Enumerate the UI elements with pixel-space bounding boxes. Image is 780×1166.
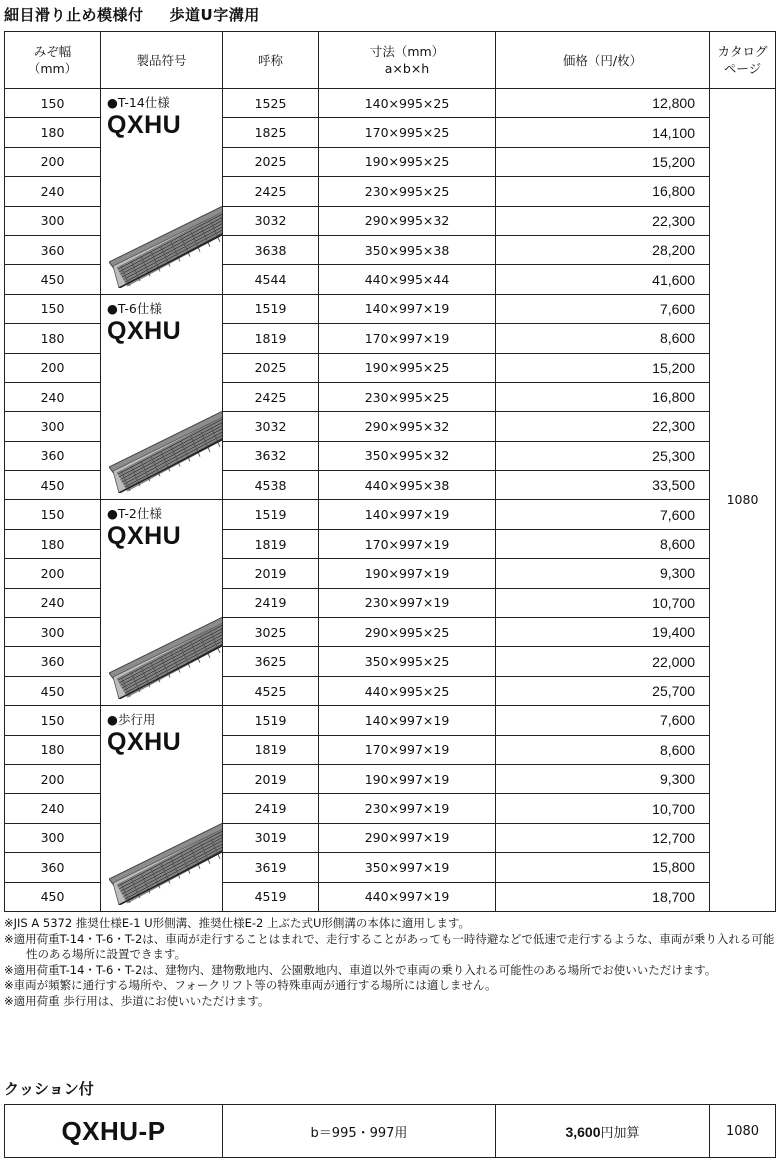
grating-image <box>109 611 223 699</box>
price-cell: 28,200 <box>496 235 710 264</box>
call-cell: 3619 <box>223 853 319 882</box>
cushion-price: 3,600 <box>565 1123 601 1140</box>
header-width-l1: みぞ幅 <box>33 44 72 59</box>
call-cell: 1819 <box>223 735 319 764</box>
call-cell: 1519 <box>223 706 319 735</box>
dims-cell: 230×995×25 <box>319 177 496 206</box>
call-cell: 2025 <box>223 353 319 382</box>
dims-cell: 350×997×19 <box>319 853 496 882</box>
width-cell: 240 <box>5 588 101 617</box>
width-cell: 360 <box>5 235 101 264</box>
spec-label: ●歩行用 <box>107 712 156 728</box>
dims-cell: 230×995×25 <box>319 382 496 411</box>
product-name: QXHU <box>107 111 182 139</box>
dims-cell: 140×995×25 <box>319 89 496 118</box>
grating-image <box>109 200 223 288</box>
price-cell: 9,300 <box>496 559 710 588</box>
product-cell <box>101 89 223 295</box>
width-cell: 200 <box>5 764 101 793</box>
note: ※適用荷重T-14・T-6・T-2は、車両が走行することはまれで、走行することがあっても一時待避などで低速で走行するような、車両が乗り入れる可能性のある場所に設置できます。 <box>4 931 775 962</box>
price-cell: 25,700 <box>496 676 710 705</box>
call-cell: 1525 <box>223 89 319 118</box>
header-width <box>5 32 101 89</box>
dims-cell: 440×995×38 <box>319 471 496 500</box>
width-cell: 300 <box>5 412 101 441</box>
price-cell: 14,100 <box>496 118 710 147</box>
note: ※車両が頻繁に通行する場所や、フォークリフト等の特殊車両が通行する場所には適しません。 <box>4 978 497 993</box>
price-cell: 25,300 <box>496 441 710 470</box>
grating-image <box>109 405 223 493</box>
call-cell: 1819 <box>223 529 319 558</box>
width-cell: 180 <box>5 324 101 353</box>
width-cell: 240 <box>5 382 101 411</box>
width-cell: 360 <box>5 441 101 470</box>
call-cell: 3025 <box>223 618 319 647</box>
width-cell: 300 <box>5 206 101 235</box>
note: ※JIS A 5372 推奨仕様E-1 U形側溝、推奨仕様E-2 上ぶた式U形側溝の本体に適用します。 <box>4 916 471 930</box>
width-cell: 150 <box>5 294 101 323</box>
dims-cell: 190×997×19 <box>319 764 496 793</box>
spec-label: ●T-14仕様 <box>107 95 170 110</box>
note: ※適用荷重 歩行用は、歩道にお使いいただけます。 <box>4 993 270 1008</box>
dims-cell: 170×995×25 <box>319 118 496 147</box>
price-cell: 16,800 <box>496 382 710 411</box>
header-call-name: 呼称 <box>223 32 319 89</box>
price-cell: 8,600 <box>496 529 710 558</box>
price-cell: 12,800 <box>496 89 710 118</box>
price-cell: 22,300 <box>496 206 710 235</box>
header-dims-l2: a×b×h <box>384 61 430 76</box>
header-dims-l1: 寸法（mm） <box>369 44 445 59</box>
product-name: QXHU <box>107 316 182 345</box>
call-cell: 1519 <box>223 500 319 529</box>
price-cell: 9,300 <box>496 764 710 793</box>
dims-cell: 190×995×25 <box>319 353 496 382</box>
dims-cell: 190×997×19 <box>319 559 496 588</box>
header-width-l2: （mm） <box>27 61 78 76</box>
price-cell: 41,600 <box>496 265 710 294</box>
width-cell: 180 <box>5 529 101 558</box>
dims-cell: 170×997×19 <box>319 735 496 764</box>
product-name: QXHU <box>107 522 182 551</box>
title-sub: 歩道U字溝用 <box>169 6 260 24</box>
price-cell: 16,800 <box>496 177 710 206</box>
product-cell <box>101 706 223 912</box>
table-row <box>5 500 776 529</box>
table-row <box>5 89 776 118</box>
price-cell: 18,700 <box>496 882 710 911</box>
cushion-name-cell <box>5 1105 223 1158</box>
table-row <box>5 294 776 323</box>
page-title <box>4 4 260 25</box>
price-cell: 19,400 <box>496 618 710 647</box>
call-cell: 1825 <box>223 118 319 147</box>
width-cell: 200 <box>5 559 101 588</box>
dims-cell: 140×997×19 <box>319 294 496 323</box>
call-cell: 4538 <box>223 471 319 500</box>
call-cell: 3638 <box>223 235 319 264</box>
call-cell: 3625 <box>223 647 319 676</box>
product-name: QXHU <box>107 728 182 757</box>
width-cell: 450 <box>5 265 101 294</box>
header-catalog <box>710 32 776 89</box>
cushion-spec: b＝995・997用 <box>223 1105 496 1158</box>
header-row <box>5 32 776 89</box>
call-cell: 4525 <box>223 676 319 705</box>
product-cell <box>101 500 223 706</box>
price-cell: 10,700 <box>496 794 710 823</box>
dims-cell: 350×995×38 <box>319 235 496 264</box>
width-cell: 200 <box>5 353 101 382</box>
call-cell: 4519 <box>223 882 319 911</box>
call-cell: 3019 <box>223 823 319 852</box>
dims-cell: 170×997×19 <box>319 529 496 558</box>
call-cell: 3032 <box>223 206 319 235</box>
width-cell: 150 <box>5 706 101 735</box>
call-cell: 3032 <box>223 412 319 441</box>
dims-cell: 140×997×19 <box>319 500 496 529</box>
dims-cell: 440×995×44 <box>319 265 496 294</box>
cushion-catalog: 1080 <box>710 1105 776 1158</box>
width-cell: 300 <box>5 618 101 647</box>
price-cell: 7,600 <box>496 500 710 529</box>
width-cell: 300 <box>5 823 101 852</box>
width-cell: 180 <box>5 118 101 147</box>
cushion-name: QXHU-P <box>61 1115 166 1146</box>
call-cell: 1819 <box>223 324 319 353</box>
catalog-page: 1080 <box>710 89 776 912</box>
grating-image <box>109 817 223 905</box>
dims-cell: 290×995×32 <box>319 412 496 441</box>
price-cell: 15,200 <box>496 353 710 382</box>
width-cell: 150 <box>5 89 101 118</box>
cushion-title: クッション付 <box>4 1080 94 1098</box>
title-main: 細目滑り止め模様付 <box>4 6 144 24</box>
width-cell: 150 <box>5 500 101 529</box>
width-cell: 360 <box>5 647 101 676</box>
price-cell: 8,600 <box>496 324 710 353</box>
dims-cell: 350×995×32 <box>319 441 496 470</box>
dims-cell: 290×995×25 <box>319 618 496 647</box>
header-price: 価格（円/枚） <box>496 32 710 89</box>
width-cell: 450 <box>5 676 101 705</box>
header-dims <box>319 32 496 89</box>
call-cell: 2425 <box>223 382 319 411</box>
dims-cell: 440×995×25 <box>319 676 496 705</box>
width-cell: 450 <box>5 882 101 911</box>
width-cell: 240 <box>5 177 101 206</box>
product-cell <box>101 294 223 500</box>
dims-cell: 350×995×25 <box>319 647 496 676</box>
cushion-row <box>5 1105 776 1158</box>
dims-cell: 190×995×25 <box>319 147 496 176</box>
cushion-price-suffix: 円加算 <box>600 1125 640 1141</box>
dims-cell: 290×995×32 <box>319 206 496 235</box>
header-catalog-l1: カタログ <box>717 44 768 59</box>
width-cell: 180 <box>5 735 101 764</box>
price-cell: 15,800 <box>496 853 710 882</box>
price-table <box>4 31 776 912</box>
table-row <box>5 706 776 735</box>
price-table-body <box>5 89 776 912</box>
dims-cell: 230×997×19 <box>319 588 496 617</box>
note: ※適用荷重T-14・T-6・T-2は、建物内、建物敷地内、公園敷地内、車道以外で車両の乗り入れる可能性のある場所でお使いいただけます。 <box>4 962 717 977</box>
dims-cell: 170×997×19 <box>319 324 496 353</box>
price-cell: 22,000 <box>496 647 710 676</box>
dims-cell: 230×997×19 <box>319 794 496 823</box>
cushion-table <box>4 1104 776 1158</box>
cushion-price-cell <box>496 1105 710 1158</box>
call-cell: 4544 <box>223 265 319 294</box>
width-cell: 200 <box>5 147 101 176</box>
call-cell: 1519 <box>223 294 319 323</box>
header-catalog-l2: ページ <box>723 61 762 76</box>
width-cell: 450 <box>5 471 101 500</box>
call-cell: 2419 <box>223 794 319 823</box>
price-cell: 7,600 <box>496 706 710 735</box>
call-cell: 3632 <box>223 441 319 470</box>
call-cell: 2019 <box>223 764 319 793</box>
dims-cell: 290×997×19 <box>319 823 496 852</box>
call-cell: 2019 <box>223 559 319 588</box>
spec-label: ●T-2仕様 <box>107 506 162 522</box>
price-cell: 7,600 <box>496 294 710 323</box>
price-cell: 22,300 <box>496 412 710 441</box>
width-cell: 240 <box>5 794 101 823</box>
price-cell: 12,700 <box>496 823 710 852</box>
call-cell: 2425 <box>223 177 319 206</box>
width-cell: 360 <box>5 853 101 882</box>
call-cell: 2419 <box>223 588 319 617</box>
call-cell: 2025 <box>223 147 319 176</box>
dims-cell: 140×997×19 <box>319 706 496 735</box>
notes <box>4 916 776 1010</box>
price-cell: 10,700 <box>496 588 710 617</box>
price-cell: 8,600 <box>496 735 710 764</box>
header-product-code: 製品符号 <box>101 32 223 89</box>
spec-label: ●T-6仕様 <box>107 300 162 316</box>
price-cell: 33,500 <box>496 471 710 500</box>
price-cell: 15,200 <box>496 147 710 176</box>
dims-cell: 440×997×19 <box>319 882 496 911</box>
